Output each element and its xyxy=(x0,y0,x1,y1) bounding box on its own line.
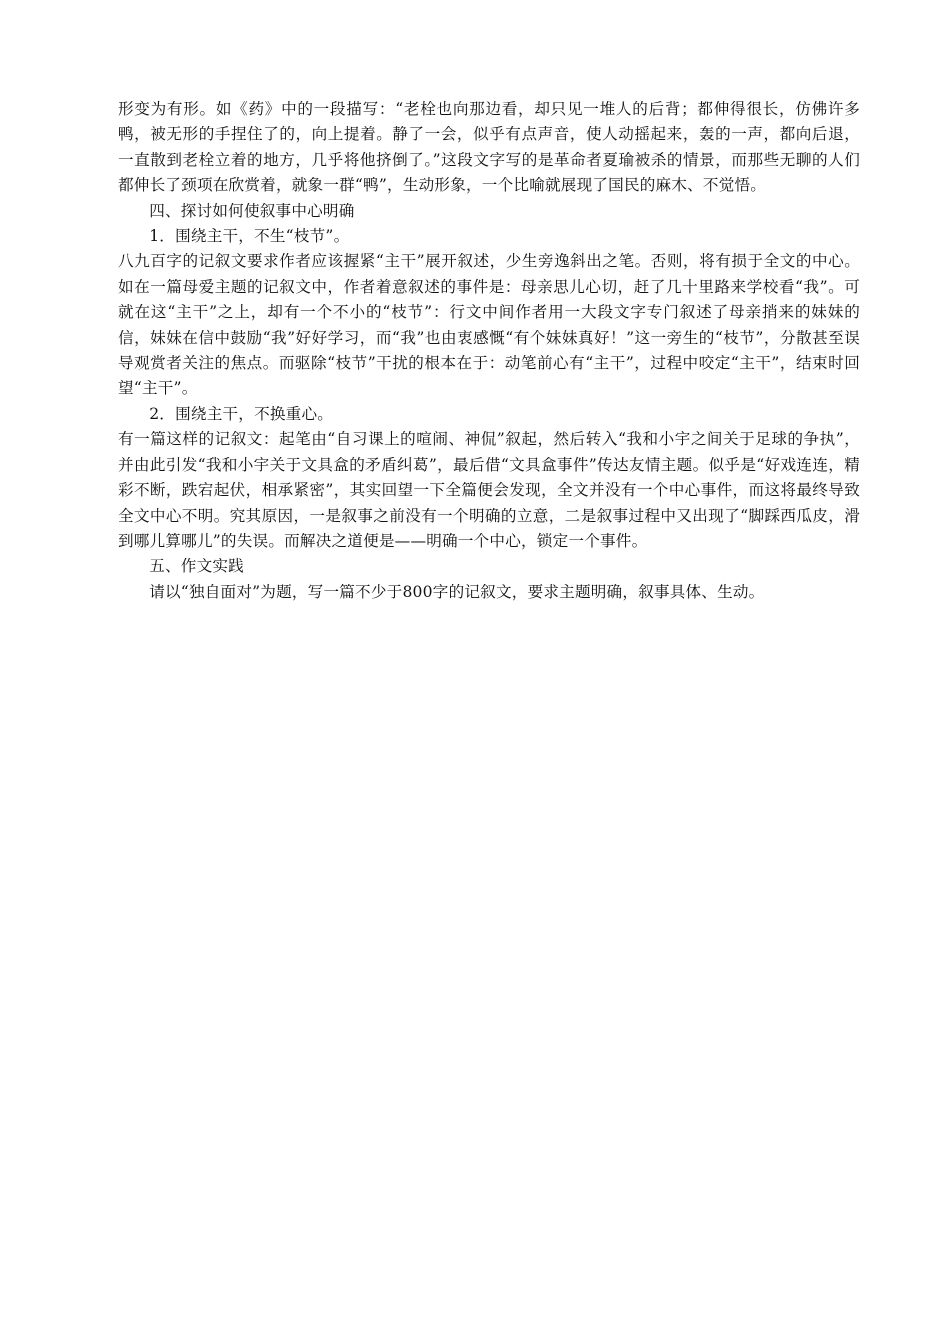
paragraph-no-shift-focus: 有一篇这样的记叙文：起笔由“自习课上的喧闹、神侃”叙起，然后转入“我和小宇之间关于足球的争执”，并由此引发“我和小宇关于文具盒的矛盾纠葛”，最后借“文具盒事件”传达友情主题。似乎是“好戏连连，精彩不断，跌宕起伏，相承紧密”，其实回望一下全篇便会发现，全文并没有一个中心事件，而这将最终导致全文中心不明。究其原因，一是叙事之前没有一个明确的立意，二是叙事过程中又出现了“脚踩西瓜皮，滑到哪儿算哪儿”的失误。而解决之道便是——明确一个中心，锁定一个事件。 xyxy=(118,430,860,550)
paragraph-metaphor-example: 形变为有形。如《药》中的一段描写：“老栓也向那边看，却只见一堆人的后背；都伸得很长，仿佛许多鸭，被无形的手捏住了的，向上提着。静了一会，似乎有点声音，使人动摇起来，轰的一声，都向后退，一直散到老栓立着的地方，几乎将他挤倒了。”这段文字写的是革命者夏瑜被杀的情景，而那些无聊的人们都伸长了颈项在欣赏着，就象一群“鸭”，生动形象，一个比喻就展现了国民的麻木、不觉悟。 xyxy=(118,100,860,195)
document-body xyxy=(118,97,860,605)
subheading-one: 1．围绕主干，不生“枝节”。 xyxy=(149,227,350,246)
section-heading-five: 五、作文实践 xyxy=(149,557,244,576)
paragraph-writing-task: 请以“独自面对”为题，写一篇不少于800字的记叙文，要求主题明确，叙事具体、生动。 xyxy=(149,582,765,601)
paragraph-main-trunk: 八九百字的记叙文要求作者应该握紧“主干”展开叙述，少生旁逸斜出之笔。否则，将有损于全文的中心。如在一篇母爱主题的记叙文中，作者着意叙述的事件是：母亲思儿心切，赶了几十里路来学校看“我”。可就在这“主干”之上，却有一个不小的“枝节”：行文中间作者用一大段文字专门叙述了母亲捎来的妹妹的信，妹妹在信中鼓励“我”好好学习，而“我”也由衷感慨“有个妹妹真好！”这一旁生的“枝节”，分散甚至误导观赏者关注的焦点。而驱除“枝节”干扰的根本在于：动笔前心有“主干”，过程中咬定“主干”，结束时回望“主干”。 xyxy=(118,252,860,398)
section-heading-four: 四、探讨如何使叙事中心明确 xyxy=(149,201,355,220)
subheading-two: 2．围绕主干，不换重心。 xyxy=(149,404,334,423)
